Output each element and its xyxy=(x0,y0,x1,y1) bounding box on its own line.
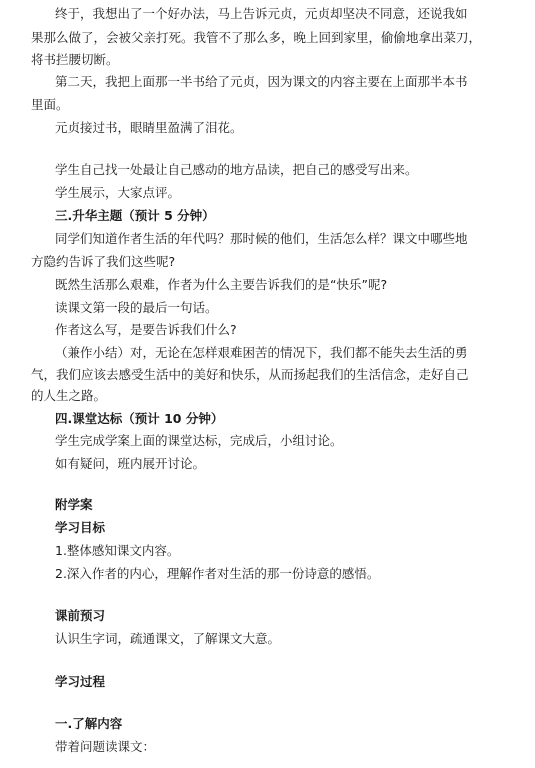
section-heading: 四.课堂达标（预计 10 分钟） xyxy=(55,411,224,426)
paragraph-line: 气，我们应该去感受生活中的美好和快乐，从而扬起我们的生活信念，走好自己 xyxy=(31,367,469,382)
paragraph-line: 学生展示，大家点评。 xyxy=(55,185,181,200)
paragraph-line: 读课文第一段的最后一句话。 xyxy=(55,300,218,315)
paragraph-line: 同学们知道作者生活的年代吗？那时候的他们，生活怎么样？课文中哪些地 xyxy=(55,231,468,246)
paragraph-line: 果那么做了，会被父亲打死。我管不了那么多，晚上回到家里，偷偷地拿出菜刀， xyxy=(31,30,482,45)
paragraph-line: 里面。 xyxy=(31,97,69,112)
list-item: 1.整体感知课文内容。 xyxy=(55,543,180,558)
paragraph-line: 终于，我想出了一个好办法，马上告诉元贞，元贞却坚决不同意，还说我如 xyxy=(55,6,468,21)
paragraph-line: 将书拦腰切断。 xyxy=(31,52,119,67)
section-heading: 三.升华主题（预计 5 分钟） xyxy=(55,208,215,223)
paragraph-line: 学生完成学案上面的课堂达标，完成后，小组讨论。 xyxy=(55,433,343,448)
section-heading: 一.了解内容 xyxy=(55,716,123,731)
paragraph-line: 带着问题读课文： xyxy=(55,739,156,754)
paragraph-line: 既然生活那么艰难，作者为什么主要告诉我们的是“快乐”呢? xyxy=(55,277,388,292)
paragraph-line: 认识生字词，疏通课文，了解课文大意。 xyxy=(55,631,281,646)
section-heading: 学习目标 xyxy=(55,520,106,535)
section-heading: 学习过程 xyxy=(55,674,106,689)
paragraph-line: 学生自己找一处最让自己感动的地方品读，把自己的感受写出来。 xyxy=(55,162,418,177)
paragraph-line: 元贞接过书，眼睛里盈满了泪花。 xyxy=(55,120,243,135)
paragraph-line: 如有疑问，班内展开讨论。 xyxy=(55,456,206,471)
section-heading: 课前预习 xyxy=(55,608,106,623)
paragraph-line: （兼作小结）对，无论在怎样艰难困苦的情况下，我们都不能失去生活的勇 xyxy=(55,345,468,360)
list-item: 2.深入作者的内心，理解作者对生活的那一份诗意的感悟。 xyxy=(55,566,380,581)
paragraph-line: 方隐约告诉了我们这些呢? xyxy=(31,254,176,269)
paragraph-line: 的人生之路。 xyxy=(31,388,107,403)
appendix-heading: 附学案 xyxy=(55,497,93,512)
paragraph-line: 第二天，我把上面那一半书给了元贞，因为课文的内容主要在上面那半本书 xyxy=(55,74,468,89)
paragraph-line: 作者这么写，是要告诉我们什么? xyxy=(55,322,237,337)
